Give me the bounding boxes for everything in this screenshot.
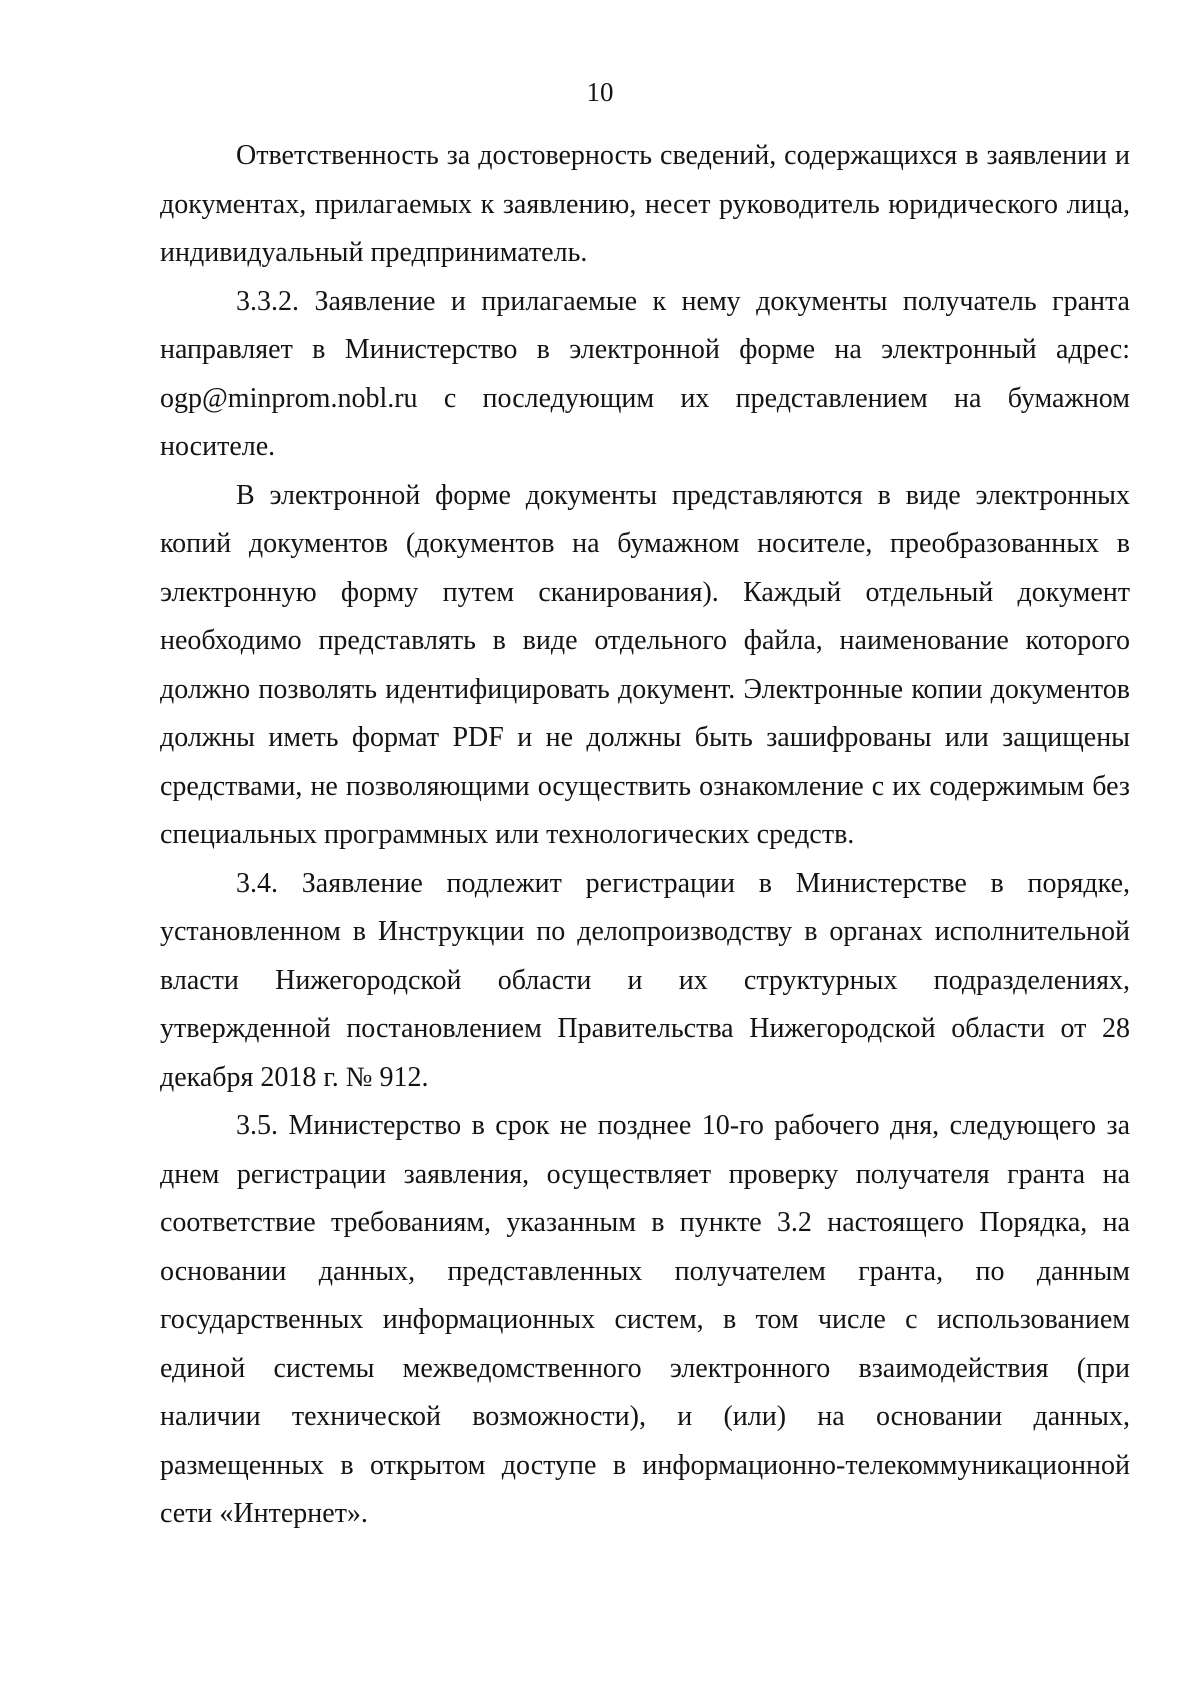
paragraph-3-4: 3.4. Заявление подлежит регистрации в Министерстве в порядке, установленном в Инструкции по делопроизводству в органах исполнительной власти Нижегородской области и их структурных подразделениях, утвержденной постановлением Правительства Нижегородской области от 28 декабря 2018 г. № 912. <box>160 867 1130 1093</box>
paragraph-responsibility: Ответственность за достоверность сведений, содержащихся в заявлении и документах, прилагаемых к заявлению, несет руководитель юридического лица, индивидуальный предприниматель. <box>160 140 1130 268</box>
page-number: 10 <box>586 77 614 107</box>
paragraph-3-5: 3.5. Министерство в срок не позднее 10-го рабочего дня, следующего за днем регистрации заявления, осуществляет проверку получателя гранта на соответствие требованиям, указанным в пункте 3.2 настоящего Порядка, на основании данных, представленных получателем гранта, по данным государственных информационных систем, в том числе с использованием единой системы межведомственного электронного взаимодействия (при наличии технической возможности), и (или) на основании данных, размещенных в открытом доступе в информационно-телекоммуникационной сети «Интернет». <box>160 1110 1130 1529</box>
paragraph-electronic-form: В электронной форме документы представляются в виде электронных копий документов (документов на бумажном носителе, преобразованных в электронную форму путем сканирования). Каждый отдельный документ необходимо представлять в виде отдельного файла, наименование которого должно позволять идентифицировать документ. Электронные копии документов должны иметь формат PDF и не должны быть зашифрованы или защищены средствами, не позволяющими осуществить ознакомление с их содержимым без специальных программных или технологических средств. <box>160 479 1130 850</box>
paragraph-3-3-2: 3.3.2. Заявление и прилагаемые к нему документы получатель гранта направляет в Министерство в электронной форме на электронный адрес: ogp@minprom.nobl.ru с последующим их представлением на бумажном носителе. <box>160 285 1130 462</box>
document-body <box>160 132 1130 1539</box>
